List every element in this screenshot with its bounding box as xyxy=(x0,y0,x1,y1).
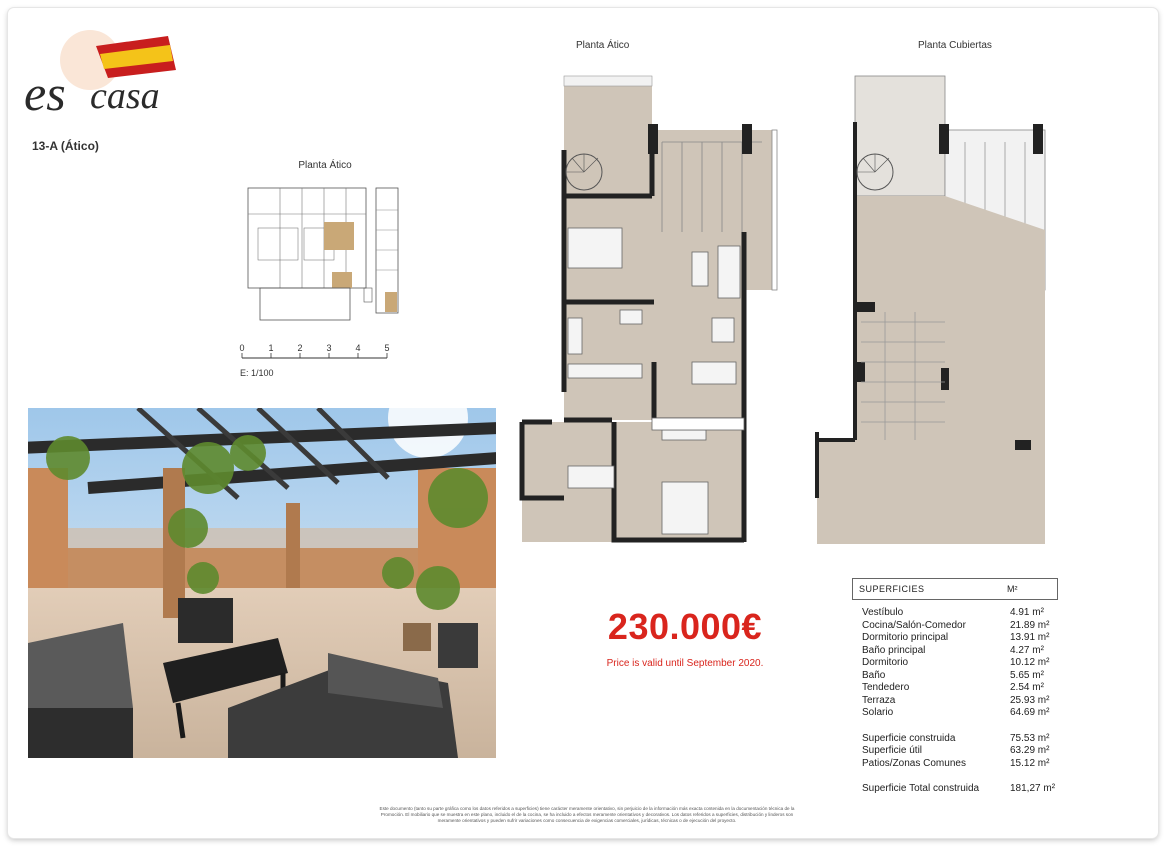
row-value: 15.12 m² xyxy=(1010,757,1050,769)
roof-floor-plan xyxy=(805,62,1065,552)
row-value: 5.65 m² xyxy=(1010,669,1044,681)
row-label: Dormitorio xyxy=(862,657,909,668)
table-row xyxy=(852,745,1058,758)
scale-tick: 2 xyxy=(297,343,303,353)
table-row xyxy=(852,758,1058,771)
row-label: Vestíbulo xyxy=(862,607,904,618)
table-row xyxy=(852,607,1058,620)
scale-tick: 4 xyxy=(355,343,361,353)
surfaces-table-header xyxy=(852,578,1058,600)
row-label: Superficie útil xyxy=(862,745,923,756)
table-row xyxy=(852,645,1058,658)
row-value: 64.69 m² xyxy=(1010,707,1050,718)
table-row xyxy=(852,682,1058,695)
row-value: 75.53 m² xyxy=(1010,732,1050,744)
row-label: Superficie construida xyxy=(862,732,956,744)
row-label: Dormitorio principal xyxy=(862,632,949,643)
grand-total-row xyxy=(852,783,1058,796)
row-label: Solario xyxy=(862,707,894,718)
row-value: 4.27 m² xyxy=(1010,644,1044,656)
scale-tick: 3 xyxy=(326,343,332,353)
terrace-render-image xyxy=(28,408,496,758)
escasa-logo xyxy=(18,18,188,128)
row-label: Patios/Zonas Comunes xyxy=(862,757,966,769)
price-value: 230.000€ xyxy=(607,606,763,647)
scale-tick: 5 xyxy=(384,343,390,353)
row-value: 4.91 m² xyxy=(1010,607,1044,618)
row-value: 21.89 m² xyxy=(1010,619,1050,631)
unit-code: 13-A (Ático) xyxy=(32,139,99,153)
scale-label: E: 1/100 xyxy=(240,368,274,378)
row-value: 181,27 m² xyxy=(1010,783,1056,794)
legal-disclaimer: Este documento (tanto su parte gráfica como los datos referidos a superficies) tiene carácter meramente orientativo, sin perjuicio de la información más exacta contenida en la documentación técnica de la Promoción. El mobiliario que se muestra en este plano, incluido el de la cocina, se ha incluido a efectos meramente orientativos y decorativos. Los datos referidos a superficies, distribución y linderos son meramente orientativos y pueden sufrir variaciones como consecuencia de exigencias comerciales, jurídicas, técnicas o de ejecución del proyecto. xyxy=(379,806,795,823)
price-note: Price is valid until September 2020. xyxy=(606,658,764,669)
row-value: 25.93 m² xyxy=(1010,694,1050,706)
scale-tick: 1 xyxy=(268,343,274,353)
row-value: 10.12 m² xyxy=(1010,657,1050,668)
table-row xyxy=(852,670,1058,683)
table-row xyxy=(852,733,1058,746)
attic-floor-plan xyxy=(512,62,792,552)
key-plan-drawing xyxy=(240,180,405,325)
row-value: 13.91 m² xyxy=(1010,632,1050,643)
table-row xyxy=(852,707,1058,720)
row-label: Baño principal xyxy=(862,644,926,656)
roof-plan-title: Planta Cubiertas xyxy=(918,40,992,51)
scale-tick: 0 xyxy=(239,343,245,353)
table-row xyxy=(852,657,1058,670)
surfaces-header-unit: M² xyxy=(1007,584,1018,594)
surfaces-header-label: SUPERFICIES xyxy=(859,584,925,594)
table-row xyxy=(852,620,1058,633)
attic-plan-title: Planta Ático xyxy=(576,40,630,51)
logo-es-text: es xyxy=(24,65,66,121)
row-label: Tendedero xyxy=(862,682,910,693)
table-row xyxy=(852,632,1058,645)
row-label: Baño xyxy=(862,669,886,681)
row-label: Cocina/Salón-Comedor xyxy=(862,619,966,631)
row-value: 2.54 m² xyxy=(1010,682,1044,693)
row-label: Superficie Total construida xyxy=(862,783,980,794)
surfaces-table xyxy=(852,578,1058,796)
table-row xyxy=(852,695,1058,708)
row-value: 63.29 m² xyxy=(1010,745,1050,756)
logo-casa-text: casa xyxy=(90,75,160,117)
key-plan-title: Planta Ático xyxy=(298,160,352,171)
row-label: Terraza xyxy=(862,694,896,706)
